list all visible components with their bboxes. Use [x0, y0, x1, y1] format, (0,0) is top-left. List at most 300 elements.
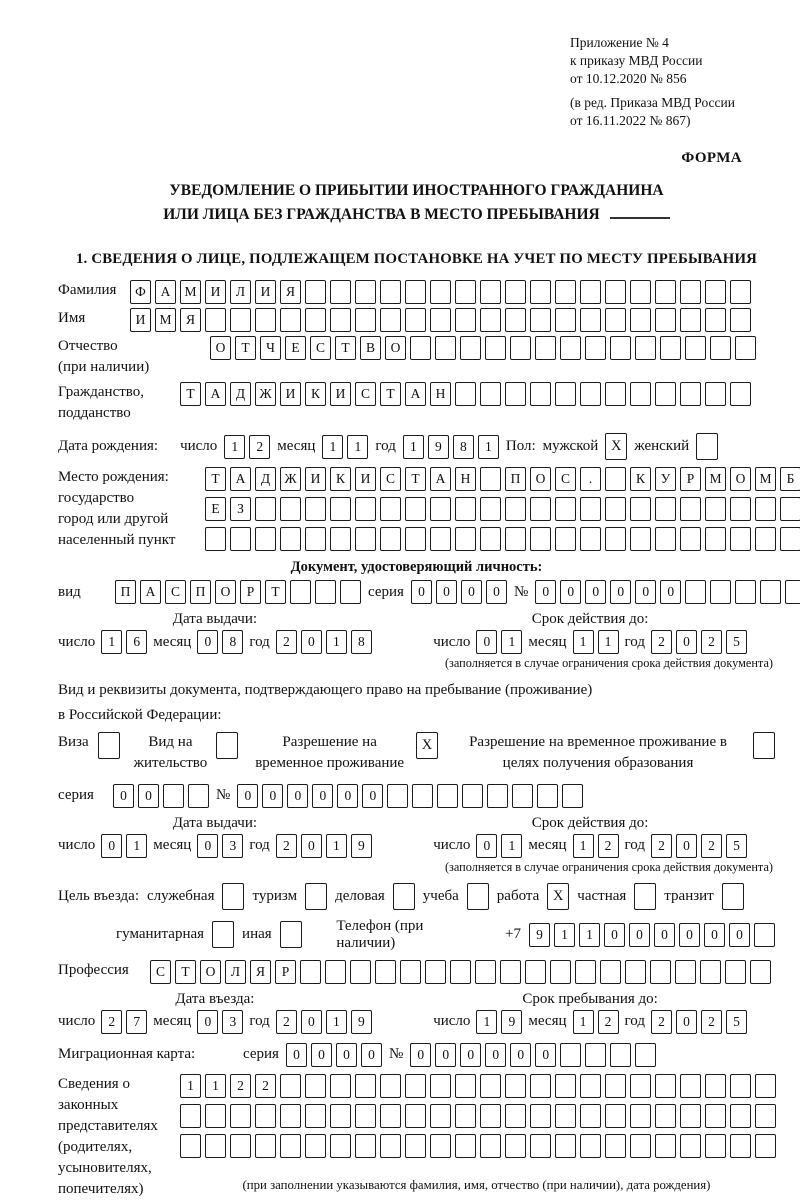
- form-cell[interactable]: [430, 308, 451, 332]
- form-cell[interactable]: П: [505, 467, 526, 491]
- form-cell[interactable]: 0: [336, 1043, 357, 1067]
- form-cell[interactable]: [375, 960, 396, 984]
- form-cell[interactable]: [710, 580, 731, 604]
- form-cell[interactable]: [630, 280, 651, 304]
- form-cell[interactable]: [605, 280, 626, 304]
- form-cell[interactable]: [705, 382, 726, 406]
- form-cell[interactable]: [580, 527, 601, 551]
- form-cell[interactable]: [340, 580, 361, 604]
- form-cell[interactable]: [305, 1074, 326, 1098]
- form-cell[interactable]: [505, 527, 526, 551]
- form-cell[interactable]: [163, 784, 184, 808]
- form-cell[interactable]: [537, 784, 558, 808]
- form-cell[interactable]: 0: [560, 580, 581, 604]
- form-cell[interactable]: [355, 497, 376, 521]
- form-cell[interactable]: [405, 497, 426, 521]
- form-cell[interactable]: 1: [326, 1010, 347, 1034]
- form-cell[interactable]: 0: [311, 1043, 332, 1067]
- form-cell[interactable]: [580, 497, 601, 521]
- form-cell[interactable]: [480, 467, 501, 491]
- purpose-business-checkbox[interactable]: [393, 883, 415, 910]
- form-cell[interactable]: 0: [679, 923, 700, 947]
- form-cell[interactable]: [305, 527, 326, 551]
- form-cell[interactable]: 0: [485, 1043, 506, 1067]
- form-cell[interactable]: [205, 1134, 226, 1158]
- form-cell[interactable]: [455, 280, 476, 304]
- form-cell[interactable]: [305, 1134, 326, 1158]
- form-cell[interactable]: [630, 308, 651, 332]
- form-cell[interactable]: [530, 527, 551, 551]
- purpose-humanitarian-checkbox[interactable]: [212, 921, 234, 948]
- form-cell[interactable]: 2: [249, 435, 270, 459]
- form-cell[interactable]: [650, 960, 671, 984]
- form-cell[interactable]: [755, 527, 776, 551]
- form-cell[interactable]: [630, 497, 651, 521]
- form-cell[interactable]: О: [215, 580, 236, 604]
- form-cell[interactable]: [605, 497, 626, 521]
- form-cell[interactable]: Р: [680, 467, 701, 491]
- form-cell[interactable]: 1: [476, 1010, 497, 1034]
- form-cell[interactable]: 0: [535, 580, 556, 604]
- form-cell[interactable]: [405, 308, 426, 332]
- form-cell[interactable]: 2: [651, 834, 672, 858]
- form-cell[interactable]: С: [555, 467, 576, 491]
- form-cell[interactable]: [300, 960, 321, 984]
- form-cell[interactable]: [630, 527, 651, 551]
- form-cell[interactable]: М: [180, 280, 201, 304]
- form-cell[interactable]: Р: [275, 960, 296, 984]
- form-cell[interactable]: [680, 1074, 701, 1098]
- form-cell[interactable]: 1: [347, 435, 368, 459]
- form-cell[interactable]: 6: [126, 630, 147, 654]
- form-cell[interactable]: Т: [180, 382, 201, 406]
- form-cell[interactable]: [405, 1134, 426, 1158]
- form-cell[interactable]: [575, 960, 596, 984]
- form-cell[interactable]: [760, 580, 781, 604]
- form-cell[interactable]: 0: [411, 580, 432, 604]
- form-cell[interactable]: [480, 382, 501, 406]
- form-cell[interactable]: [205, 527, 226, 551]
- form-cell[interactable]: [655, 280, 676, 304]
- form-cell[interactable]: 9: [501, 1010, 522, 1034]
- form-cell[interactable]: 0: [629, 923, 650, 947]
- form-cell[interactable]: 0: [410, 1043, 431, 1067]
- form-cell[interactable]: [555, 280, 576, 304]
- purpose-transit-checkbox[interactable]: [722, 883, 744, 910]
- form-cell[interactable]: И: [355, 467, 376, 491]
- form-cell[interactable]: 2: [701, 1010, 722, 1034]
- form-cell[interactable]: Т: [380, 382, 401, 406]
- form-cell[interactable]: [705, 527, 726, 551]
- form-cell[interactable]: [735, 580, 756, 604]
- form-cell[interactable]: [305, 280, 326, 304]
- form-cell[interactable]: Я: [250, 960, 271, 984]
- form-cell[interactable]: [255, 497, 276, 521]
- form-cell[interactable]: [500, 960, 521, 984]
- form-cell[interactable]: [610, 1043, 631, 1067]
- form-cell[interactable]: 2: [598, 834, 619, 858]
- form-cell[interactable]: Б: [780, 467, 800, 491]
- form-cell[interactable]: 0: [138, 784, 159, 808]
- form-cell[interactable]: [530, 1134, 551, 1158]
- form-cell[interactable]: Т: [405, 467, 426, 491]
- form-cell[interactable]: 0: [676, 1010, 697, 1034]
- form-cell[interactable]: [555, 1134, 576, 1158]
- form-cell[interactable]: Н: [455, 467, 476, 491]
- form-cell[interactable]: [305, 497, 326, 521]
- form-cell[interactable]: [380, 497, 401, 521]
- form-cell[interactable]: 0: [585, 580, 606, 604]
- form-cell[interactable]: 2: [598, 1010, 619, 1034]
- form-cell[interactable]: 1: [598, 630, 619, 654]
- form-cell[interactable]: А: [430, 467, 451, 491]
- form-cell[interactable]: [330, 280, 351, 304]
- form-cell[interactable]: И: [205, 280, 226, 304]
- form-cell[interactable]: [755, 497, 776, 521]
- form-cell[interactable]: [505, 382, 526, 406]
- form-cell[interactable]: [412, 784, 433, 808]
- form-cell[interactable]: 0: [676, 630, 697, 654]
- form-cell[interactable]: [730, 1134, 751, 1158]
- form-cell[interactable]: [450, 960, 471, 984]
- form-cell[interactable]: И: [130, 308, 151, 332]
- form-cell[interactable]: [512, 784, 533, 808]
- form-cell[interactable]: [585, 1043, 606, 1067]
- form-cell[interactable]: Я: [180, 308, 201, 332]
- form-cell[interactable]: [660, 336, 681, 360]
- form-cell[interactable]: [625, 960, 646, 984]
- form-cell[interactable]: [325, 960, 346, 984]
- form-cell[interactable]: [205, 1104, 226, 1128]
- form-cell[interactable]: [355, 1134, 376, 1158]
- purpose-study-checkbox[interactable]: [467, 883, 489, 910]
- form-cell[interactable]: 1: [554, 923, 575, 947]
- form-cell[interactable]: [430, 1104, 451, 1128]
- form-cell[interactable]: [710, 336, 731, 360]
- form-cell[interactable]: 0: [197, 630, 218, 654]
- form-cell[interactable]: [605, 382, 626, 406]
- form-cell[interactable]: 0: [197, 834, 218, 858]
- form-cell[interactable]: [560, 336, 581, 360]
- form-cell[interactable]: [605, 467, 626, 491]
- form-cell[interactable]: [555, 1104, 576, 1128]
- form-cell[interactable]: [280, 1074, 301, 1098]
- form-cell[interactable]: [455, 527, 476, 551]
- form-cell[interactable]: 0: [435, 1043, 456, 1067]
- form-cell[interactable]: [380, 308, 401, 332]
- form-cell[interactable]: [430, 280, 451, 304]
- form-cell[interactable]: Т: [175, 960, 196, 984]
- form-cell[interactable]: Ж: [280, 467, 301, 491]
- form-cell[interactable]: [730, 280, 751, 304]
- form-cell[interactable]: [755, 1134, 776, 1158]
- form-cell[interactable]: [530, 1104, 551, 1128]
- form-cell[interactable]: [455, 1104, 476, 1128]
- form-cell[interactable]: [475, 960, 496, 984]
- form-cell[interactable]: 8: [453, 435, 474, 459]
- form-cell[interactable]: 2: [101, 1010, 122, 1034]
- form-cell[interactable]: [480, 308, 501, 332]
- form-cell[interactable]: О: [730, 467, 751, 491]
- form-cell[interactable]: [380, 527, 401, 551]
- form-cell[interactable]: [480, 1134, 501, 1158]
- form-cell[interactable]: Я: [280, 280, 301, 304]
- form-cell[interactable]: [480, 527, 501, 551]
- form-cell[interactable]: 2: [230, 1074, 251, 1098]
- form-cell[interactable]: [405, 527, 426, 551]
- form-cell[interactable]: [435, 336, 456, 360]
- form-cell[interactable]: 0: [610, 580, 631, 604]
- form-cell[interactable]: М: [755, 467, 776, 491]
- form-cell[interactable]: [315, 580, 336, 604]
- form-cell[interactable]: [387, 784, 408, 808]
- purpose-private-checkbox[interactable]: [634, 883, 656, 910]
- form-cell[interactable]: С: [380, 467, 401, 491]
- form-cell[interactable]: [655, 382, 676, 406]
- form-cell[interactable]: [455, 497, 476, 521]
- form-cell[interactable]: [530, 497, 551, 521]
- form-cell[interactable]: [730, 1074, 751, 1098]
- form-cell[interactable]: [305, 1104, 326, 1128]
- form-cell[interactable]: 0: [635, 580, 656, 604]
- form-cell[interactable]: К: [330, 467, 351, 491]
- form-cell[interactable]: [705, 280, 726, 304]
- form-cell[interactable]: 0: [301, 630, 322, 654]
- form-cell[interactable]: [655, 1134, 676, 1158]
- form-cell[interactable]: [725, 960, 746, 984]
- form-cell[interactable]: С: [165, 580, 186, 604]
- form-cell[interactable]: Л: [230, 280, 251, 304]
- form-cell[interactable]: Е: [205, 497, 226, 521]
- form-cell[interactable]: [680, 527, 701, 551]
- temp-residence-edu-checkbox[interactable]: [753, 732, 775, 759]
- form-cell[interactable]: 0: [660, 580, 681, 604]
- form-cell[interactable]: Д: [230, 382, 251, 406]
- form-cell[interactable]: А: [205, 382, 226, 406]
- form-cell[interactable]: [505, 1134, 526, 1158]
- form-cell[interactable]: [530, 280, 551, 304]
- form-cell[interactable]: Д: [255, 467, 276, 491]
- form-cell[interactable]: [780, 527, 800, 551]
- form-cell[interactable]: [655, 497, 676, 521]
- form-cell[interactable]: К: [630, 467, 651, 491]
- form-cell[interactable]: 1: [326, 630, 347, 654]
- form-cell[interactable]: 2: [651, 1010, 672, 1034]
- form-cell[interactable]: [705, 1134, 726, 1158]
- form-cell[interactable]: [630, 1134, 651, 1158]
- form-cell[interactable]: 0: [704, 923, 725, 947]
- form-cell[interactable]: [785, 580, 800, 604]
- form-cell[interactable]: [580, 1074, 601, 1098]
- form-cell[interactable]: П: [115, 580, 136, 604]
- form-cell[interactable]: Е: [285, 336, 306, 360]
- form-cell[interactable]: [655, 308, 676, 332]
- form-cell[interactable]: 0: [604, 923, 625, 947]
- form-cell[interactable]: [280, 497, 301, 521]
- form-cell[interactable]: [550, 960, 571, 984]
- form-cell[interactable]: [505, 280, 526, 304]
- purpose-other-checkbox[interactable]: [280, 921, 302, 948]
- form-cell[interactable]: 0: [676, 834, 697, 858]
- form-cell[interactable]: [680, 280, 701, 304]
- form-cell[interactable]: [705, 497, 726, 521]
- form-cell[interactable]: [380, 1074, 401, 1098]
- form-cell[interactable]: 0: [301, 834, 322, 858]
- form-cell[interactable]: [675, 960, 696, 984]
- form-cell[interactable]: М: [705, 467, 726, 491]
- form-cell[interactable]: [330, 497, 351, 521]
- form-cell[interactable]: 5: [726, 1010, 747, 1034]
- form-cell[interactable]: Р: [240, 580, 261, 604]
- form-cell[interactable]: 2: [701, 630, 722, 654]
- form-cell[interactable]: 1: [573, 1010, 594, 1034]
- purpose-tourism-checkbox[interactable]: [305, 883, 327, 910]
- form-cell[interactable]: К: [305, 382, 326, 406]
- form-cell[interactable]: 0: [476, 630, 497, 654]
- form-cell[interactable]: [505, 497, 526, 521]
- form-cell[interactable]: 0: [262, 784, 283, 808]
- form-cell[interactable]: 1: [501, 834, 522, 858]
- form-cell[interactable]: [580, 280, 601, 304]
- form-cell[interactable]: [437, 784, 458, 808]
- form-cell[interactable]: 3: [222, 1010, 243, 1034]
- form-cell[interactable]: 0: [476, 834, 497, 858]
- form-cell[interactable]: [255, 1104, 276, 1128]
- form-cell[interactable]: Л: [225, 960, 246, 984]
- form-cell[interactable]: 9: [529, 923, 550, 947]
- male-checkbox[interactable]: X: [605, 433, 627, 460]
- form-cell[interactable]: [530, 308, 551, 332]
- form-cell[interactable]: 0: [535, 1043, 556, 1067]
- form-cell[interactable]: [330, 308, 351, 332]
- form-cell[interactable]: [380, 1104, 401, 1128]
- form-cell[interactable]: [350, 960, 371, 984]
- form-cell[interactable]: 0: [301, 1010, 322, 1034]
- form-cell[interactable]: [455, 1074, 476, 1098]
- form-cell[interactable]: 9: [428, 435, 449, 459]
- form-cell[interactable]: 1: [573, 630, 594, 654]
- form-cell[interactable]: 5: [726, 834, 747, 858]
- form-cell[interactable]: [230, 1104, 251, 1128]
- form-cell[interactable]: 2: [276, 630, 297, 654]
- form-cell[interactable]: [530, 1074, 551, 1098]
- form-cell[interactable]: [455, 382, 476, 406]
- form-cell[interactable]: 1: [205, 1074, 226, 1098]
- form-cell[interactable]: В: [360, 336, 381, 360]
- form-cell[interactable]: 0: [510, 1043, 531, 1067]
- form-cell[interactable]: [480, 1104, 501, 1128]
- form-cell[interactable]: [730, 382, 751, 406]
- form-cell[interactable]: И: [330, 382, 351, 406]
- form-cell[interactable]: 9: [351, 834, 372, 858]
- form-cell[interactable]: [605, 308, 626, 332]
- form-cell[interactable]: [505, 1104, 526, 1128]
- form-cell[interactable]: [280, 527, 301, 551]
- form-cell[interactable]: Т: [265, 580, 286, 604]
- form-cell[interactable]: 3: [222, 834, 243, 858]
- form-cell[interactable]: [530, 382, 551, 406]
- form-cell[interactable]: А: [155, 280, 176, 304]
- form-cell[interactable]: [462, 784, 483, 808]
- form-cell[interactable]: [730, 497, 751, 521]
- form-cell[interactable]: [230, 527, 251, 551]
- visa-checkbox[interactable]: [98, 732, 120, 759]
- form-cell[interactable]: С: [150, 960, 171, 984]
- form-cell[interactable]: [730, 308, 751, 332]
- form-cell[interactable]: С: [310, 336, 331, 360]
- form-cell[interactable]: [280, 1104, 301, 1128]
- form-cell[interactable]: [755, 1074, 776, 1098]
- form-cell[interactable]: И: [280, 382, 301, 406]
- form-cell[interactable]: [685, 336, 706, 360]
- form-cell[interactable]: [430, 527, 451, 551]
- temp-residence-checkbox[interactable]: X: [416, 732, 438, 759]
- form-cell[interactable]: [255, 308, 276, 332]
- form-cell[interactable]: 1: [322, 435, 343, 459]
- form-cell[interactable]: 2: [651, 630, 672, 654]
- form-cell[interactable]: [280, 1134, 301, 1158]
- form-cell[interactable]: [525, 960, 546, 984]
- form-cell[interactable]: [290, 580, 311, 604]
- form-cell[interactable]: [180, 1104, 201, 1128]
- form-cell[interactable]: 1: [224, 435, 245, 459]
- form-cell[interactable]: [305, 308, 326, 332]
- form-cell[interactable]: [505, 1074, 526, 1098]
- form-cell[interactable]: С: [355, 382, 376, 406]
- form-cell[interactable]: [780, 497, 800, 521]
- form-cell[interactable]: [405, 1074, 426, 1098]
- form-cell[interactable]: [655, 1104, 676, 1128]
- form-cell[interactable]: [460, 336, 481, 360]
- form-cell[interactable]: Т: [235, 336, 256, 360]
- form-cell[interactable]: 0: [486, 580, 507, 604]
- female-checkbox[interactable]: [696, 433, 718, 460]
- form-cell[interactable]: [330, 1074, 351, 1098]
- form-cell[interactable]: 8: [351, 630, 372, 654]
- form-cell[interactable]: 0: [460, 1043, 481, 1067]
- form-cell[interactable]: [188, 784, 209, 808]
- form-cell[interactable]: [680, 497, 701, 521]
- form-cell[interactable]: 0: [287, 784, 308, 808]
- form-cell[interactable]: 0: [654, 923, 675, 947]
- form-cell[interactable]: [535, 336, 556, 360]
- form-cell[interactable]: [280, 308, 301, 332]
- form-cell[interactable]: [330, 527, 351, 551]
- form-cell[interactable]: [330, 1104, 351, 1128]
- form-cell[interactable]: М: [155, 308, 176, 332]
- form-cell[interactable]: 7: [126, 1010, 147, 1034]
- form-cell[interactable]: [425, 960, 446, 984]
- form-cell[interactable]: А: [405, 382, 426, 406]
- form-cell[interactable]: 0: [337, 784, 358, 808]
- form-cell[interactable]: И: [305, 467, 326, 491]
- form-cell[interactable]: [255, 527, 276, 551]
- form-cell[interactable]: .: [580, 467, 601, 491]
- form-cell[interactable]: [600, 960, 621, 984]
- form-cell[interactable]: [555, 308, 576, 332]
- form-cell[interactable]: [685, 580, 706, 604]
- form-cell[interactable]: 2: [701, 834, 722, 858]
- form-cell[interactable]: 0: [101, 834, 122, 858]
- form-cell[interactable]: 0: [286, 1043, 307, 1067]
- form-cell[interactable]: [705, 1104, 726, 1128]
- form-cell[interactable]: 0: [361, 1043, 382, 1067]
- form-cell[interactable]: [580, 1134, 601, 1158]
- form-cell[interactable]: [480, 497, 501, 521]
- form-cell[interactable]: [480, 1074, 501, 1098]
- form-cell[interactable]: [680, 382, 701, 406]
- form-cell[interactable]: [730, 1104, 751, 1128]
